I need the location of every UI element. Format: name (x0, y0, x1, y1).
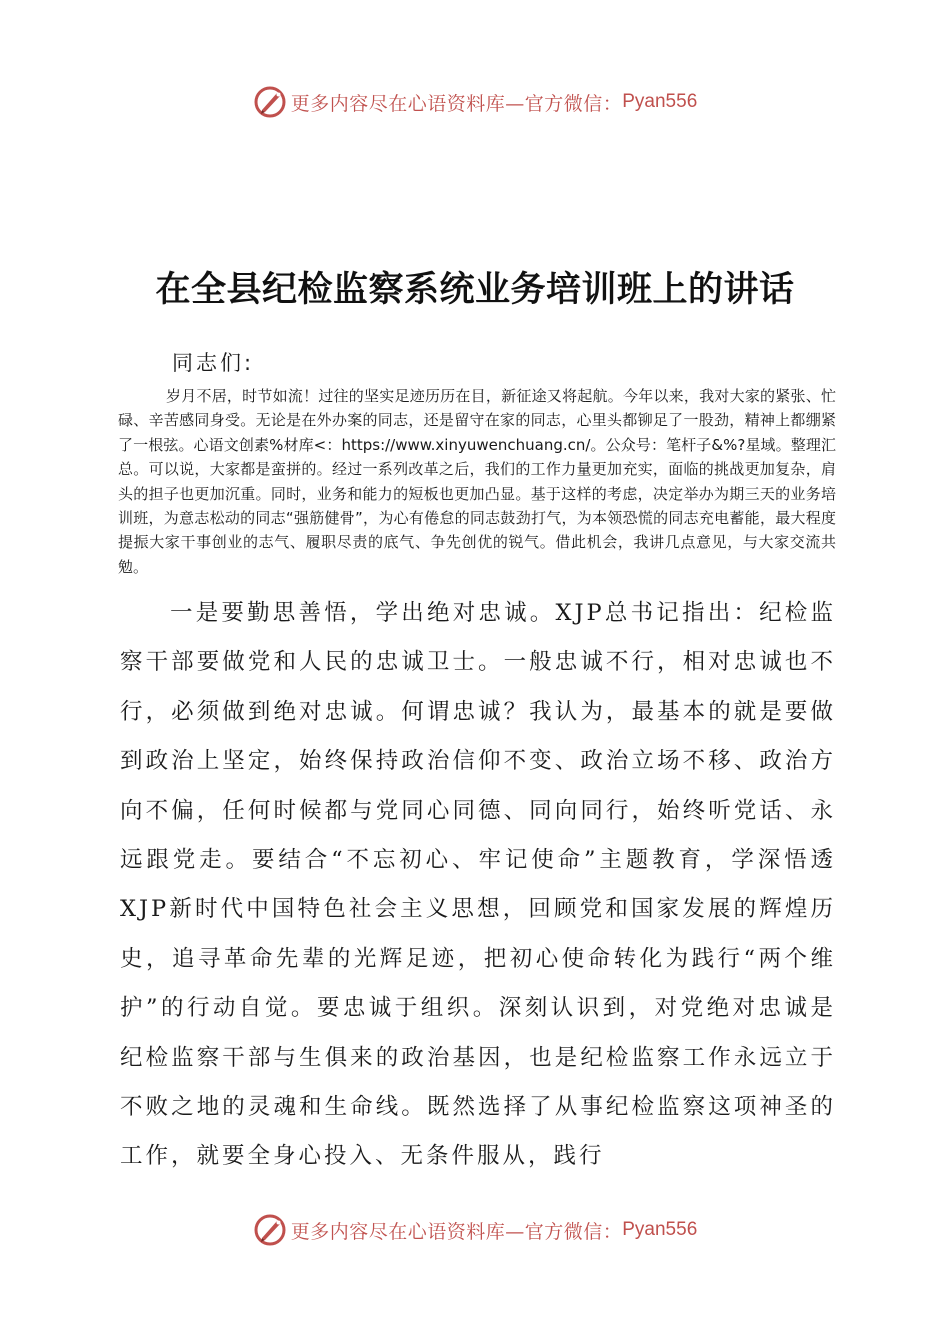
intro-paragraph: 岁月不居，时节如流！过往的坚实足迹历历在目，新征途又将起航。今年以来，我对大家的紧张、忙碌、辛苦感同身受。无论是在外办案的同志，还是留守在家的同志，心里头都铆足了一股劲，精神上都绷紧了一根弦。心语文创素%材库<：https://www.xinyuwenchuang.cn/。公众号：笔杆子&%?星域。整理汇总。可以说，大家都是蛮拼的。经过一系列改革之后，我们的工作力量更加充实，面临的挑战更加复杂，肩头的担子也更加沉重。同时，业务和能力的短板也更加凸显。基于这样的考虑，决定举办为期三天的业务培训班，为意志松动的同志“强筋健骨”，为心有倦怠的同志鼓劲打气，为本领恐慌的同志充电蓄能，最大程度提振大家干事创业的志气、履职尽责的底气、争先创优的锐气。借此机会，我讲几点意见，与大家交流共勉。 (118, 387, 836, 576)
banner-wechat-handle: Pyan556 (622, 1219, 698, 1240)
document-title: 在全县纪检监察系统业务培训班上的讲话 (155, 269, 795, 310)
pen-logo-icon (253, 85, 287, 119)
header-watermark-banner (0, 82, 950, 122)
banner-text: 更多内容尽在心语资料库—官方微信： (290, 1220, 623, 1243)
greeting: 同志们: (172, 351, 255, 375)
banner-wechat-handle: Pyan556 (622, 91, 698, 112)
footer-watermark-banner (0, 1210, 950, 1250)
body-paragraph: 一是要勤思善悟，学出绝对忠诚。XJP总书记指出：纪检监察干部要做党和人民的忠诚卫士。一般忠诚不行，相对忠诚也不行，必须做到绝对忠诚。何谓忠诚？我认为，最基本的就是要做到政治上坚定，始终保持政治信仰不变、政治立场不移、政治方向不偏，任何时候都与党同心同德、同向同行，始终听党话、永远跟党走。要结合“不忘初心、牢记使命”主题教育，学深悟透XJP新时代中国特色社会主义思想，回顾党和国家发展的辉煌历史，追寻革命先辈的光辉足迹，把初心使命转化为践行“两个维护”的行动自觉。要忠诚于组织。深刻认识到，对党绝对忠诚是纪检监察干部与生俱来的政治基因，也是纪检监察工作永远立于不败之地的灵魂和生命线。既然选择了从事纪检监察这项神圣的工作，就要全身心投入、无条件服从，践行 (120, 600, 836, 1170)
pen-logo-icon (253, 1213, 287, 1247)
banner-text: 更多内容尽在心语资料库—官方微信： (290, 92, 623, 115)
